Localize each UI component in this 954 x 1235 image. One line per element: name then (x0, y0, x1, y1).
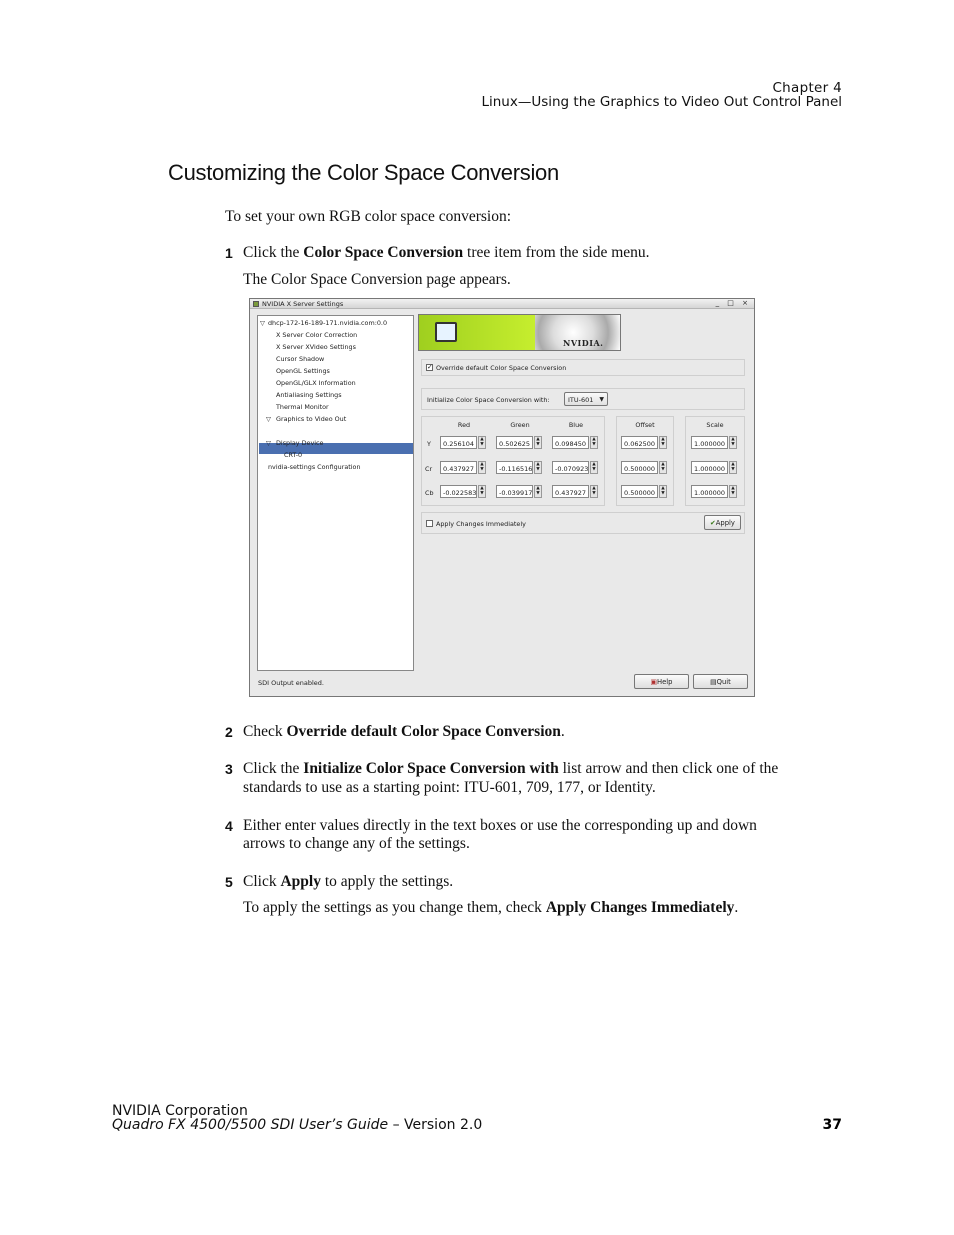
up-down-arrows-icon[interactable]: ▲ ▼ (534, 436, 542, 449)
step-text: Click (243, 873, 281, 890)
window-controls-icon[interactable]: _ □ × (715, 299, 751, 307)
spin-cb-green[interactable] (496, 485, 542, 498)
column-header-red: Red (457, 421, 471, 429)
step-number: 5 (225, 874, 233, 890)
help-button[interactable] (634, 674, 689, 689)
value-field[interactable]: -0.039917 (496, 485, 533, 498)
spin-cb-red[interactable] (440, 485, 486, 498)
tree-item-color-space-conversion[interactable]: Color Space Conversion (284, 427, 361, 435)
row-label-y: Y (427, 440, 431, 448)
help-icon: ▣ (650, 678, 657, 686)
app-icon (253, 301, 259, 307)
up-down-arrows-icon[interactable]: ▲ ▼ (659, 461, 667, 474)
up-down-arrows-icon[interactable]: ▲ ▼ (729, 461, 737, 474)
override-checkbox[interactable]: ✓ (427, 363, 433, 371)
value-field[interactable]: 0.502625 (496, 436, 533, 449)
step-text: Click the (243, 760, 304, 777)
chapter-label: Chapter 4 (772, 80, 842, 96)
step-4-text: Either enter values directly in the text boxes or use the corresponding up and down (243, 817, 757, 834)
tree-item-thermal[interactable]: Thermal Monitor (276, 403, 329, 411)
spin-cr-offset[interactable] (621, 461, 667, 474)
quit-button[interactable] (693, 674, 748, 689)
expander-icon[interactable]: ▽ (260, 319, 265, 327)
column-header-green: Green (510, 421, 530, 429)
step-text: Click the (243, 244, 304, 261)
tree-item-graphics-to-video[interactable]: Graphics to Video Out (276, 415, 347, 423)
spin-cr-red[interactable] (440, 461, 486, 474)
value-field[interactable]: -0.022583 (440, 485, 477, 498)
tree-item-cursor-shadow[interactable]: Cursor Shadow (276, 355, 325, 363)
monitor-icon (435, 322, 457, 342)
spin-cr-blue[interactable] (552, 461, 598, 474)
row-label-cb: Cb (425, 489, 434, 497)
value-field[interactable]: -0.070923 (552, 461, 589, 474)
intro-text: To set your own RGB color space conversion: (225, 208, 512, 225)
tree-item-config[interactable]: nvidia-settings Configuration (268, 463, 361, 471)
tree-item-antialiasing[interactable]: Antialiasing Settings (276, 391, 342, 399)
step-text: tree item from the side menu. (463, 244, 650, 261)
step-2-text (243, 722, 565, 741)
apply-button[interactable] (704, 515, 741, 530)
up-down-arrows-icon[interactable]: ▲ ▼ (729, 436, 737, 449)
tree-item-display-device[interactable]: Display Device (276, 439, 324, 447)
override-label: Override default Color Space Conversion (436, 364, 567, 372)
up-down-arrows-icon[interactable]: ▲ ▼ (590, 436, 598, 449)
up-down-arrows-icon[interactable]: ▲ ▼ (729, 485, 737, 498)
chapter-subtitle: Linux—Using the Graphics to Video Out Control Panel (481, 94, 842, 110)
up-down-arrows-icon[interactable]: ▲ ▼ (534, 485, 542, 498)
spin-cb-scale[interactable] (691, 485, 737, 498)
nvidia-banner (418, 314, 621, 351)
step-number: 4 (225, 818, 233, 834)
step-number: 2 (225, 724, 233, 740)
guide-version: – Version 2.0 (388, 1117, 483, 1133)
up-down-arrows-icon[interactable]: ▲ ▼ (590, 461, 598, 474)
step-bold: Color Space Conversion (303, 244, 464, 261)
spin-y-blue[interactable] (552, 436, 598, 449)
step-text: . (560, 723, 565, 740)
step-bold: Apply (280, 873, 321, 890)
guide-title: Quadro FX 4500/5500 SDI User’s Guide (112, 1117, 389, 1133)
step-1-text (243, 243, 650, 262)
quit-label: Quit (716, 678, 731, 686)
value-field[interactable]: 0.256104 (440, 436, 477, 449)
expander-icon[interactable]: ▽ (266, 439, 271, 447)
up-down-arrows-icon[interactable]: ▲ ▼ (659, 485, 667, 498)
up-down-arrows-icon[interactable]: ▲ ▼ (478, 436, 486, 449)
tree-item-glx-info[interactable]: OpenGL/GLX Information (276, 379, 356, 387)
column-header-offset: Offset (635, 421, 655, 429)
step-5-text (243, 872, 453, 891)
value-field[interactable]: -0.116516 (496, 461, 533, 474)
quit-icon: ▤ (710, 678, 717, 686)
footer-guide (112, 1117, 482, 1133)
value-field[interactable]: 1.000000 (691, 436, 728, 449)
help-label: Help (656, 678, 673, 686)
apply-immediately-checkbox[interactable] (426, 520, 433, 527)
value-field[interactable]: 1.000000 (691, 461, 728, 474)
status-text: SDI Output enabled. (258, 679, 324, 687)
note-text: To apply the settings as you change them, check (243, 899, 546, 916)
tree-item-xvideo[interactable]: X Server XVideo Settings (276, 343, 356, 351)
step-5-note (243, 898, 738, 917)
step-3-text (243, 759, 778, 778)
spin-cr-scale[interactable] (691, 461, 737, 474)
chevron-down-icon: ▼ (599, 396, 604, 403)
value-field[interactable]: 0.062500 (621, 436, 658, 449)
row-label-cr: Cr (425, 465, 433, 473)
up-down-arrows-icon[interactable]: ▲ ▼ (478, 485, 486, 498)
nvidia-settings-screenshot (249, 298, 755, 697)
tree-item-opengl[interactable]: OpenGL Settings (276, 367, 330, 375)
tree-item-host[interactable]: dhcp-172-16-189-171.nvidia.com:0.0 (268, 319, 388, 327)
value-field[interactable]: 0.500000 (621, 485, 658, 498)
up-down-arrows-icon[interactable]: ▲ ▼ (590, 485, 598, 498)
up-down-arrows-icon[interactable]: ▲ ▼ (659, 436, 667, 449)
up-down-arrows-icon[interactable]: ▲ ▼ (478, 461, 486, 474)
spin-y-red[interactable] (440, 436, 486, 449)
apply-label: Apply (715, 519, 735, 527)
step-4-text-line2: arrows to change any of the settings. (243, 835, 470, 852)
spin-y-offset[interactable] (621, 436, 667, 449)
spin-cb-blue[interactable] (552, 485, 598, 498)
note-bold: Apply Changes Immediately (545, 899, 735, 916)
spin-y-scale[interactable] (691, 436, 737, 449)
step-text: to apply the settings. (320, 873, 454, 890)
step-bold: Override default Color Space Conversion (286, 723, 561, 740)
checkmark-icon: ✔ (710, 519, 716, 527)
spin-cb-offset[interactable] (621, 485, 667, 498)
value-field[interactable]: 0.098450 (552, 436, 589, 449)
step-text: list arrow and then click one of the (558, 760, 779, 777)
step-number: 3 (225, 761, 233, 777)
nvidia-logo-text: NVIDIA. (563, 338, 604, 348)
window-title: NVIDIA X Server Settings (262, 300, 344, 308)
expander-icon[interactable]: ▽ (266, 415, 271, 423)
init-combo[interactable] (564, 392, 608, 406)
column-header-scale: Scale (706, 421, 724, 429)
step-bold: Initialize Color Space Conversion with (303, 760, 559, 777)
page-number: 37 (822, 1117, 842, 1133)
tree-panel (257, 315, 414, 671)
up-down-arrows-icon[interactable]: ▲ ▼ (534, 461, 542, 474)
step-3-text-line2: standards to use as a starting point: ITU-601, 709, 177, or Identity. (243, 779, 656, 796)
section-title: Customizing the Color Space Conversion (168, 160, 559, 185)
value-field[interactable]: 0.437927 (440, 461, 477, 474)
init-value: ITU-601 (568, 396, 594, 404)
step-number: 1 (225, 245, 233, 261)
tree-item-crt0[interactable]: CRT-0 (284, 451, 303, 459)
value-field[interactable]: 1.000000 (691, 485, 728, 498)
value-field[interactable]: 0.500000 (621, 461, 658, 474)
footer-company: NVIDIA Corporation (112, 1103, 248, 1119)
note-text: . (734, 899, 739, 916)
apply-immediately-label: Apply Changes Immediately (436, 520, 526, 528)
value-field[interactable]: 0.437927 (552, 485, 589, 498)
column-header-blue: Blue (568, 421, 584, 429)
step-text: Check (243, 723, 287, 740)
init-label: Initialize Color Space Conversion with: (427, 396, 550, 404)
spin-y-green[interactable] (496, 436, 542, 449)
spin-cr-green[interactable] (496, 461, 542, 474)
tree-item-color-correction[interactable]: X Server Color Correction (276, 331, 358, 339)
step-1-note: The Color Space Conversion page appears. (243, 271, 511, 288)
window-titlebar (250, 299, 754, 309)
